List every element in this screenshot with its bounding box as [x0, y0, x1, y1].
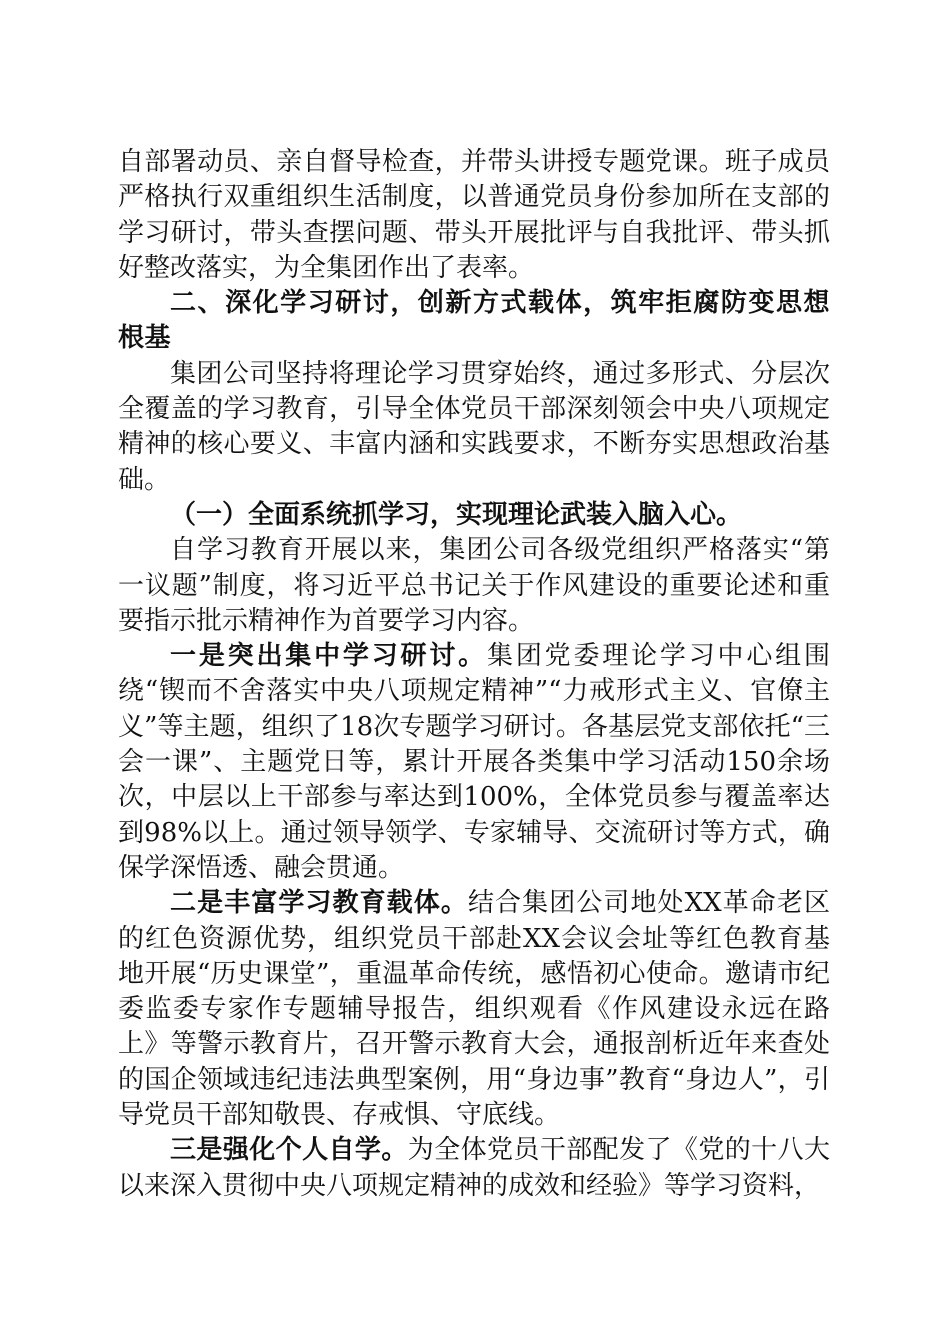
paragraph-continuation: [118, 145, 830, 286]
heading-text: 二、深化学习研讨，创新方式载体，筑牢拒腐防变思想根基: [118, 288, 830, 354]
section-heading-2: [118, 286, 830, 357]
paragraph-text: 集团党委理论学习中心组围绕“锲而不舍落实中央八项规定精神”“力戒形式主义、官僚主义”等主题，组织了18次专题学习研讨。各基层党支部依托“三会一课”、主题党日等，累计开展各类集中学习活动150余场次，中层以上干部参与率达到100%，全体党员参与覆盖率达到98%以上。通过领导领学、专家辅导、交流研讨等方式，确保学深悟透、融会贯通。: [118, 641, 830, 883]
subheading-text: （一）全面系统抓学习，实现理论武装入脑入心。: [170, 499, 743, 530]
paragraph-lead: 三是强化个人自学。: [170, 1135, 408, 1166]
paragraph-text: 结合集团公司地处XX革命老区的红色资源优势，组织党员干部赴XX会议会址等红色教育基地开展“历史课堂”，重温革命传统，感悟初心使命。邀请市纪委监委专家作专题辅导报告，组织观看《作风建设永远在路上》等警示教育片，召开警示教育大会，通报剖析近年来查处的国企领域违纪违法典型案例，用“身边事”教育“身边人”，引导党员干部知敬畏、存戒惧、守底线。: [118, 888, 830, 1131]
paragraph-text: 自部署动员、亲自督导检查，并带头讲授专题党课。班子成员严格执行双重组织生活制度，以普通党员身份参加所在支部的学习研讨，带头查摆问题、带头开展批评与自我批评、带头抓好整改落实，为全集团作出了表率。: [118, 147, 830, 283]
paragraph-point-1: [118, 639, 830, 886]
paragraph-text: 集团公司坚持将理论学习贯穿始终，通过多形式、分层次全覆盖的学习教育，引导全体党员干部深刻领会中央八项规定精神的核心要义、丰富内涵和实践要求，不断夯实思想政治基础。: [118, 358, 830, 495]
document-page: [118, 145, 830, 1204]
paragraph-lead: 一是突出集中学习研讨。: [170, 641, 487, 672]
paragraph-section-intro: [118, 357, 830, 498]
paragraph-text: 自学习教育开展以来，集团公司各级党组织严格落实“第一议题”制度，将习近平总书记关于作风建设的重要论述和重要指示批示精神作为首要学习内容。: [118, 535, 830, 636]
paragraph-point-2: [118, 886, 830, 1133]
subsection-heading-1: [118, 498, 830, 533]
paragraph-point-3: [118, 1133, 830, 1204]
paragraph-text: 为全体党员干部配发了《党的十八大以来深入贯彻中央八项规定精神的成效和经验》等学习资料，: [118, 1135, 830, 1201]
paragraph-lead: 二是丰富学习教育载体。: [170, 888, 468, 919]
paragraph-first-topic: [118, 533, 830, 639]
